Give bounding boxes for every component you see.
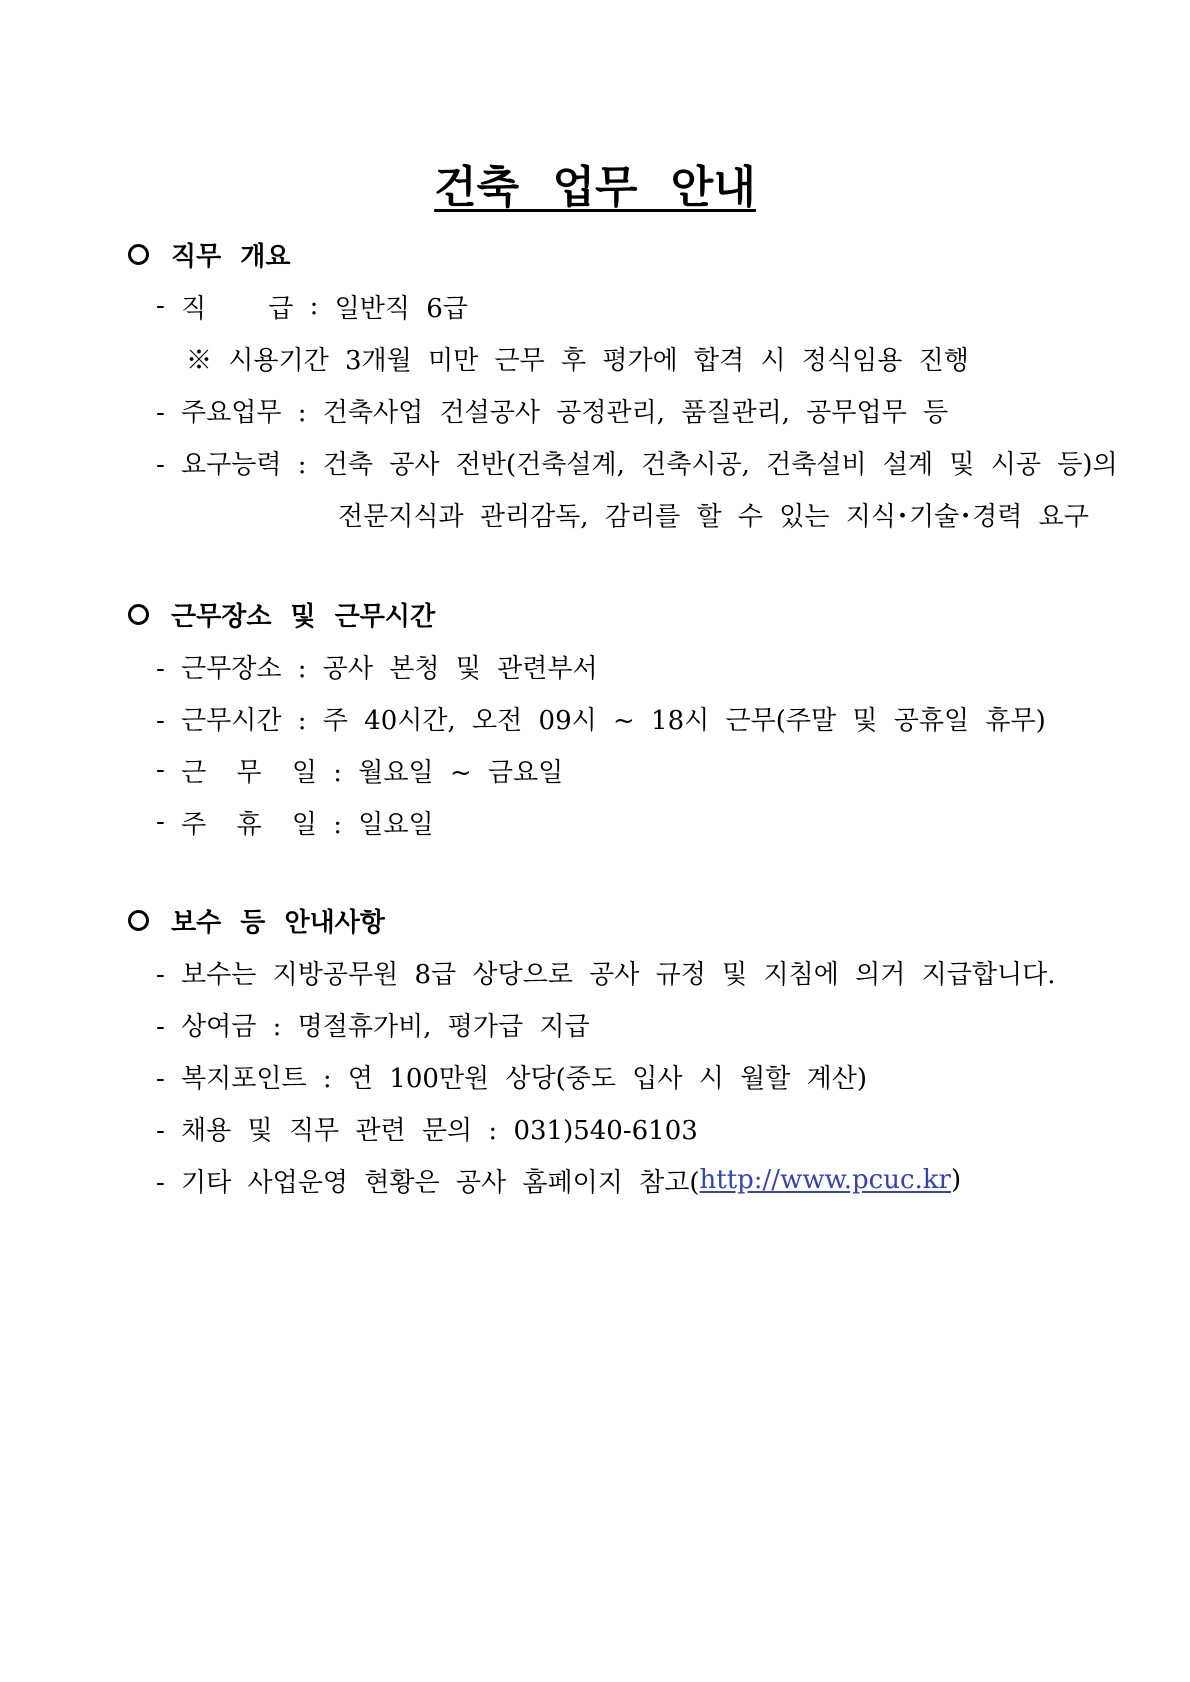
homepage-link[interactable]: http://www.pcuc.kr — [699, 1165, 951, 1195]
line-bonus: - 상여금 : 명절휴가비, 평가급 지급 — [156, 1011, 590, 1042]
work-days-value: : 월요일 ~ 금요일 — [333, 757, 564, 788]
page-title: 건축 업무 안내 — [434, 162, 756, 213]
circle-bullet-icon — [128, 244, 149, 265]
line-work-days: - 근 무 일 : 월요일 ~ 금요일 — [156, 750, 563, 790]
line-salary: - 보수는 지방공무원 8급 상당으로 공사 규정 및 지침에 의거 지급합니다. — [156, 959, 1056, 990]
homepage-prefix: - 기타 사업운영 현황은 공사 홈페이지 참고( — [156, 1167, 700, 1198]
weekly-holiday-value: : 일요일 — [333, 809, 434, 840]
grade-label-b: 급 — [268, 293, 294, 324]
circle-bullet-icon — [128, 604, 149, 625]
line-required-skills-cont: 전문지식과 관리감독, 감리를 할 수 있는 지식･기술･경력 요구 — [338, 501, 1089, 532]
line-homepage — [156, 1160, 961, 1200]
section-heading-job-overview: 직무 개요 — [128, 234, 291, 274]
line-contact: - 채용 및 직무 관련 문의 : 031)540-6103 — [156, 1115, 698, 1146]
grade-label-a: 직 — [181, 293, 207, 324]
section-heading-workplace-hours: 근무장소 및 근무시간 — [128, 594, 435, 634]
work-days-label: 근 무 일 — [181, 757, 317, 788]
line-weekly-holiday: - 주 휴 일 : 일요일 — [156, 802, 434, 842]
section-heading-pay-info: 보수 등 안내사항 — [128, 900, 385, 940]
line-grade: - 직 급 : 일반직 6급 — [156, 286, 468, 326]
circle-bullet-icon — [128, 910, 149, 931]
line-probation-note: ※ 시용기간 3개월 미만 근무 후 평가에 합격 시 정식임용 진행 — [186, 345, 969, 376]
homepage-suffix: ) — [950, 1165, 962, 1195]
line-workplace: - 근무장소 : 공사 본청 및 관련부서 — [156, 653, 598, 684]
grade-sep: : — [309, 291, 319, 321]
weekly-holiday-label: 주 휴 일 — [181, 809, 317, 840]
line-work-hours: - 근무시간 : 주 40시간, 오전 09시 ~ 18시 근무(주말 및 공휴일 휴무) — [156, 705, 1046, 736]
grade-value: 일반직 6급 — [334, 293, 468, 324]
line-welfare-points: - 복지포인트 : 연 100만원 상당(중도 입사 시 월할 계산) — [156, 1063, 868, 1094]
line-main-duties: - 주요업무 : 건축사업 건설공사 공정관리, 품질관리, 공무업무 등 — [156, 397, 949, 428]
line-required-skills: - 요구능력 : 건축 공사 전반(건축설계, 건축시공, 건축설비 설계 및 시공 등)의 — [156, 449, 1118, 480]
